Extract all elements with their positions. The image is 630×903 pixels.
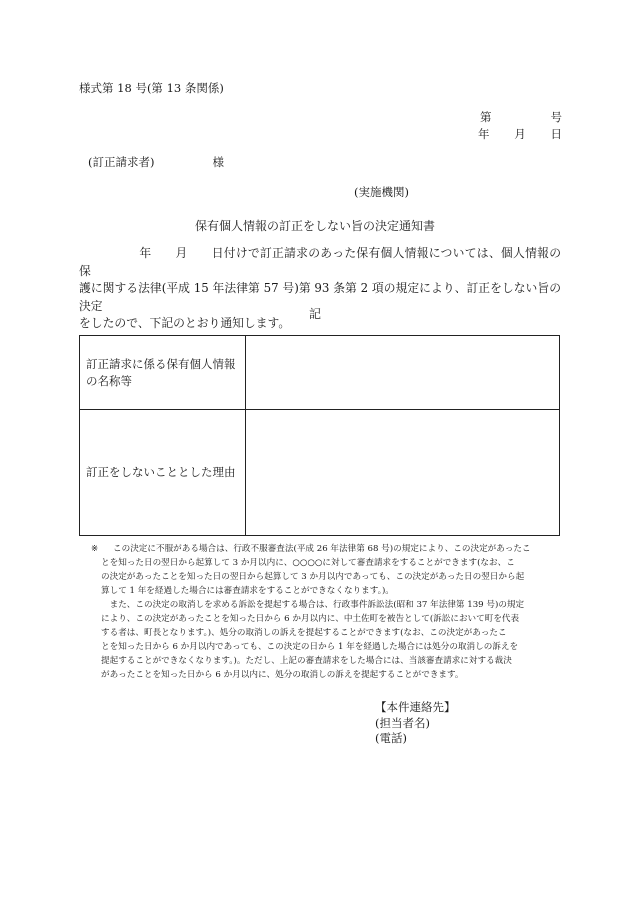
note-line: ※ この決定に不服がある場合は、行政不服審査法(平成 26 年法律第 68 号)の規定により、この決定があったこ [79, 542, 561, 556]
row1-value [246, 336, 560, 410]
requester-line [88, 154, 224, 170]
note-line: する者は、町長となります。)、処分の取消しの訴えを提起することができます(なお、この決定があったこ [101, 628, 507, 638]
body-line-2: 護に関する法律(平成 15 年法律第 57 号)第 93 条第 2 項の規定により、訂正をしない旨の決定 [79, 281, 561, 313]
contact-heading: 【本件連絡先】 [375, 700, 456, 714]
contact-person: (担当者名) [375, 715, 430, 730]
date-month: 月 [514, 127, 526, 141]
document-title: 保有個人情報の訂正をしない旨の決定通知書 [194, 219, 435, 233]
table-row [80, 336, 560, 410]
note-line: また、この決定の取消しを求める訴訟を提起する場合は、行政事件訴訟法(昭和 37 年法律第 139 号)の規定 [101, 600, 525, 610]
table-row [80, 410, 560, 536]
row2-value [246, 410, 560, 536]
ki-heading: 記 [308, 307, 321, 321]
row1-label: 訂正請求に係る保有個人情報の名称等 [80, 336, 246, 410]
date-day: 日 [550, 127, 562, 141]
note-line: とを知った日の翌日から起算して 3 か月以内に、○○○○に対して審査請求をすることができます(なお、こ [101, 558, 515, 568]
date-year: 年 [478, 127, 490, 141]
contact-block [375, 700, 456, 747]
note-line: があったことを知った日から 6 か月以内に、処分の取消しの訴えを提起することができます。 [101, 670, 464, 680]
note-mark: ※ [91, 544, 99, 554]
body-line-3: をしたので、下記のとおり通知します。 [79, 316, 291, 330]
document-number-date [478, 109, 562, 143]
agency-label: (実施機関) [354, 185, 409, 199]
details-table [79, 335, 560, 536]
note-line: とを知った日から 6 か月以内であっても、この決定の日から 1 年を経過した場合には処分の取消しの訴えを [101, 642, 519, 652]
row2-label: 訂正をしないこととした理由 [80, 410, 246, 536]
note-line: の決定があったことを知った日の翌日から起算して 3 か月以内であっても、この決定があった日の翌日から起 [101, 572, 525, 582]
body-line-1: 年 月 日付けで訂正請求のあった保有個人情報については、個人情報の保 [79, 246, 561, 278]
requester-honorific: 様 [212, 155, 224, 169]
appeal-note [79, 542, 561, 682]
contact-phone: (電話) [375, 731, 407, 745]
note-line: 提起することができなくなります。)。ただし、上記の審査請求をした場合には、当該審査請求に対する裁決 [101, 656, 512, 666]
note-line: により、この決定があったことを知った日から 6 か月以内に、中土佐町を被告として(訴訟において町を代表 [101, 614, 520, 624]
doc-number-go: 号 [550, 110, 562, 124]
note-line: 算して 1 年を経過した場合には審査請求をすることができなくなります。)。 [101, 586, 394, 596]
requester-label: (訂正請求者) [88, 155, 155, 169]
doc-number-dai: 第 [480, 110, 492, 124]
form-number: 様式第 18 号(第 13 条関係) [79, 81, 224, 95]
